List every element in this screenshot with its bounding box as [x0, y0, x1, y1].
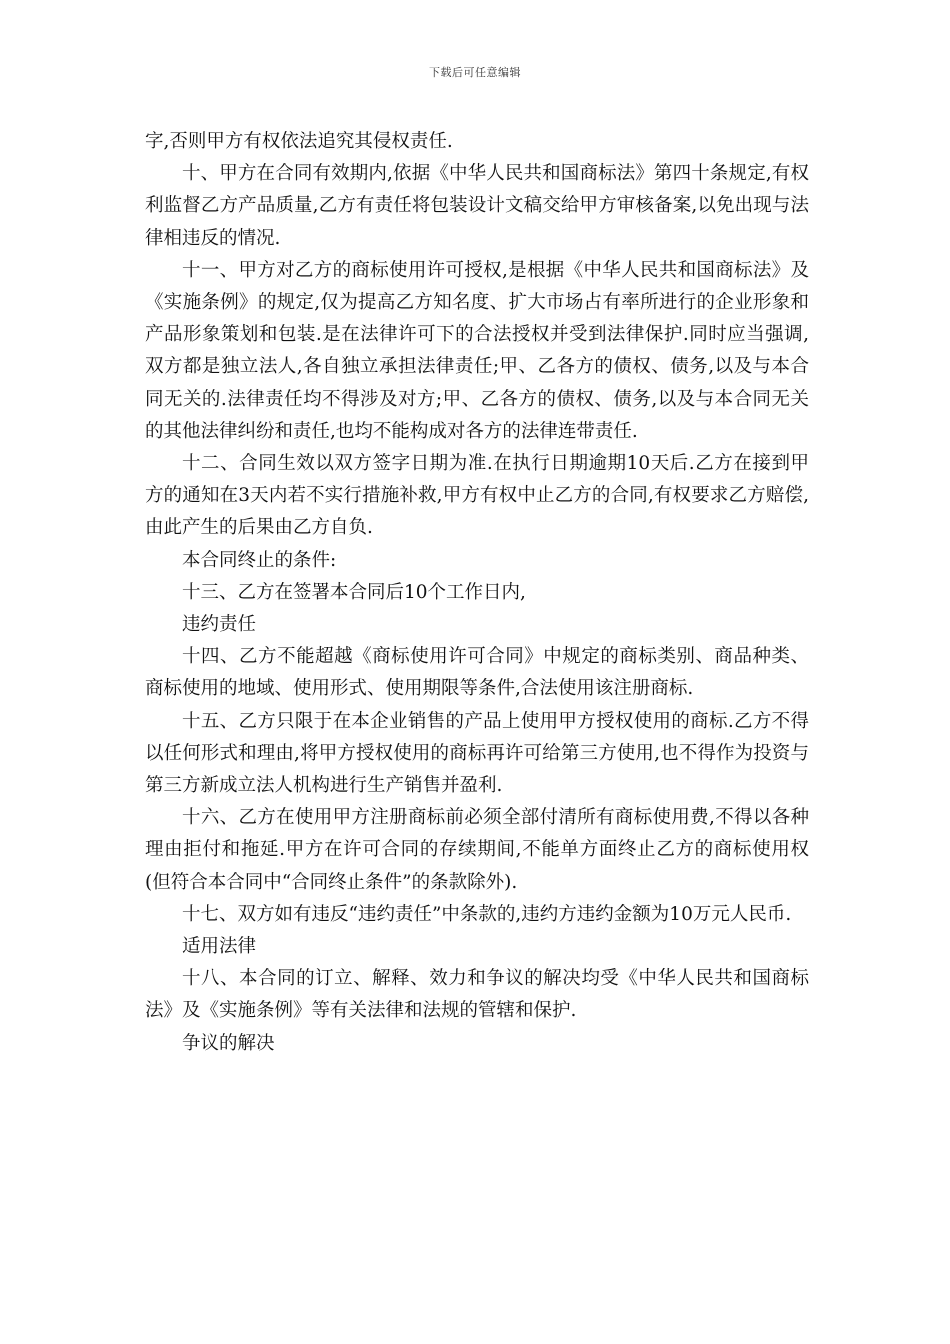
section-heading-termination: 本合同终止的条件: [182, 549, 337, 571]
clause-18: 十八、本合同的订立、解释、效力和争议的解决均受《中华人民共和国商标法》及《实施条例》等有关法律和法规的管辖和保护. [145, 968, 809, 1022]
clause-11: 十一、甲方对乙方的商标使用许可授权,是根据《中华人民共和国商标法》及《实施条例》的规定,仅为提高乙方知名度、扩大市场占有率所进行的企业形象和产品形象策划和包装.是在法律许可下的合法授权并受到法律保护.同时应当强调,双方都是独立法人,各自独立承担法律责任;甲、乙各方的债权、债务,以及与本合同无关的.法律责任均不得涉及对方;甲、乙各方的债权、债务,以及与本合同无关的其他法律纠纷和责任,也均不能构成对各方的法律连带责任. [145, 259, 809, 442]
clause-12: 十二、合同生效以双方签字日期为准.在执行日期逾期10天后.乙方在接到甲方的通知在3天内若不实行措施补救,甲方有权中止乙方的合同,有权要求乙方赔偿,由此产生的后果由乙方自负. [145, 453, 809, 539]
section-heading-applicable-law: 适用法律 [182, 936, 257, 958]
section-heading-breach: 违约责任 [182, 614, 257, 636]
clause-14: 十四、乙方不能超越《商标使用许可合同》中规定的商标类别、商品种类、商标使用的地域、使用形式、使用期限等条件,合法使用该注册商标. [145, 646, 809, 700]
document-body [145, 126, 809, 1060]
clause-17: 十七、双方如有违反“违约责任”中条款的,违约方违约金额为10万元人民币. [182, 903, 792, 925]
clause-15: 十五、乙方只限于在本企业销售的产品上使用甲方授权使用的商标.乙方不得以任何形式和理由,将甲方授权使用的商标再许可给第三方使用,也不得作为投资与第三方新成立法人机构进行生产销售并盈利. [145, 710, 809, 797]
clause-13: 十三、乙方在签署本合同后10个工作日内, [182, 581, 526, 603]
section-heading-dispute: 争议的解决 [182, 1032, 275, 1054]
paragraph-continuation: 字,否则甲方有权依法追究其侵权责任. [145, 131, 453, 152]
clause-10: 十、甲方在合同有效期内,依据《中华人民共和国商标法》第四十条规定,有权利监督乙方产品质量,乙方有责任将包装设计文稿交给甲方审核备案,以免出现与法律相违反的情况. [145, 163, 809, 249]
clause-16: 十六、乙方在使用甲方注册商标前必须全部付清所有商标使用费,不得以各种理由拒付和拖延.甲方在许可合同的存续期间,不能单方面终止乙方的商标使用权(但符合本合同中“合同终止条件”的条款除外). [145, 807, 809, 893]
page-header: 下载后可任意编辑 [429, 66, 521, 79]
